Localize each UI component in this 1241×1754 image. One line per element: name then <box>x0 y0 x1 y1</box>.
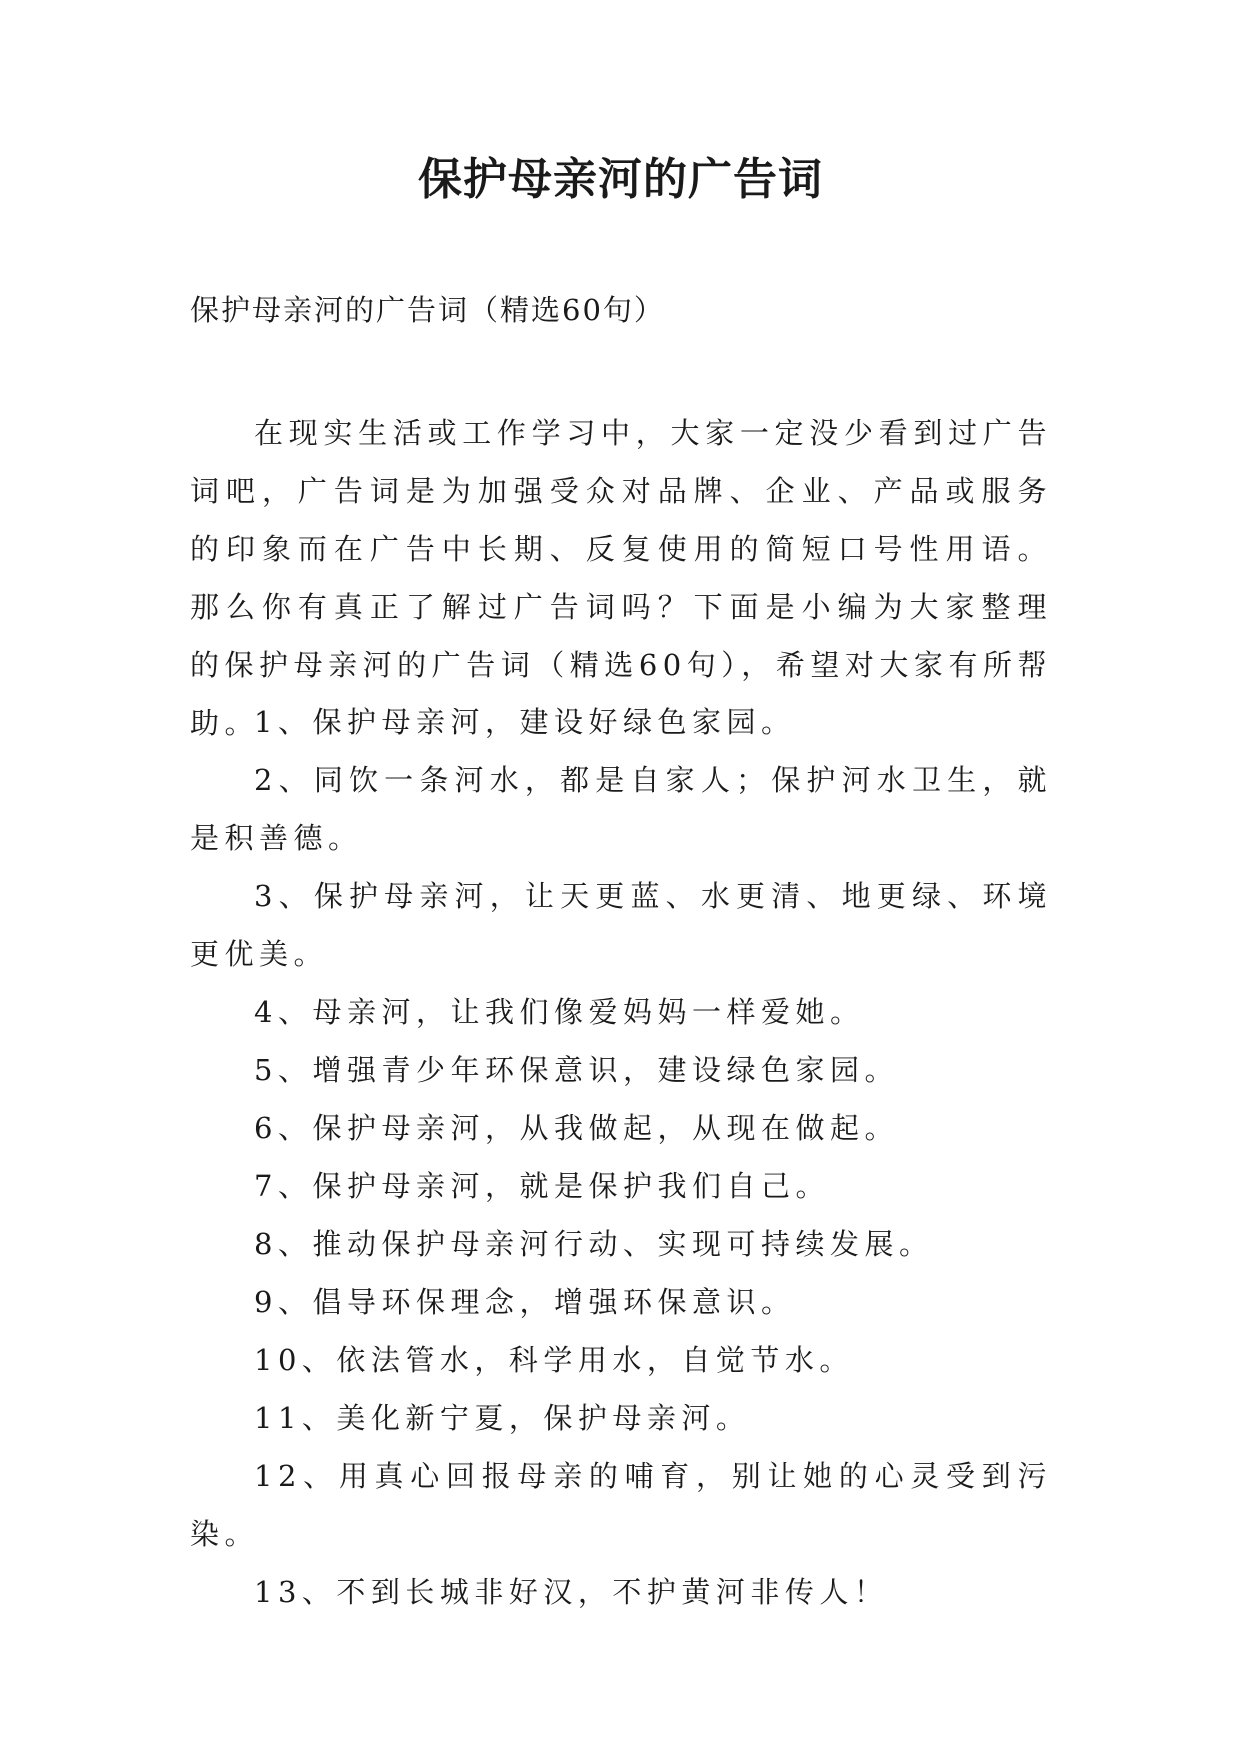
list-item: 3、保护母亲河，让天更蓝、水更清、地更绿、环境更优美。 <box>190 879 1052 971</box>
intro-paragraph: 在现实生活或工作学习中，大家一定没少看到过广告词吧，广告词是为加强受众对品牌、企业、产品或服务的印象而在广告中长期、反复使用的简短口号性用语。那么你有真正了解过广告词吗？下面是小编为大家整理的保护母亲河的广告词（精选60句），希望对大家有所帮助。 <box>190 416 1052 740</box>
document-title: 保护母亲河的广告词 <box>418 154 823 205</box>
list-item: 8、推动保护母亲河行动、实现可持续发展。 <box>254 1227 934 1261</box>
slogan-list <box>190 693 1052 1621</box>
list-item: 1、保护母亲河，建设好绿色家园。 <box>254 705 796 739</box>
list-item: 6、保护母亲河，从我做起，从现在做起。 <box>254 1111 899 1145</box>
document-subtitle: 保护母亲河的广告词（精选60句） <box>190 293 665 327</box>
list-item: 10、依法管水，科学用水，自觉节水。 <box>254 1343 854 1377</box>
list-item: 7、保护母亲河，就是保护我们自己。 <box>254 1169 830 1203</box>
list-item: 9、倡导环保理念，增强环保意识。 <box>254 1285 796 1319</box>
list-item: 5、增强青少年环保意识，建设绿色家园。 <box>254 1053 899 1087</box>
list-item: 12、用真心回报母亲的哺育，别让她的心灵受到污染。 <box>190 1459 1052 1551</box>
list-item: 4、母亲河，让我们像爱妈妈一样爱她。 <box>254 995 865 1029</box>
list-item: 11、美化新宁夏，保护母亲河。 <box>254 1401 751 1435</box>
list-item: 2、同饮一条河水，都是自家人；保护河水卫生，就是积善德。 <box>190 763 1052 855</box>
list-item: 13、不到长城非好汉，不护黄河非传人！ <box>254 1575 889 1609</box>
